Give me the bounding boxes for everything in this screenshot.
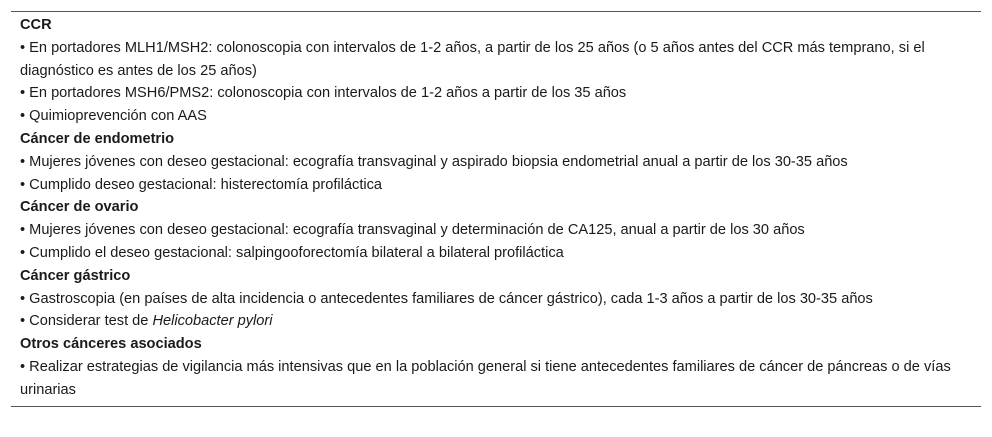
list-item: • Cumplido el deseo gestacional: salpingooforectomía bilateral a bilateral profiláctica — [20, 244, 564, 261]
list-item: • Gastroscopia (en países de alta incidencia o antecedentes familiares de cáncer gástrico), cada 1-3 años a partir de los 30-35 años — [20, 290, 873, 307]
list-item-helicobacter — [11, 310, 981, 333]
section-heading-gastrico: Cáncer gástrico — [20, 267, 131, 284]
section-heading-endometrio: Cáncer de endometrio — [20, 130, 175, 147]
list-item: • Mujeres jóvenes con deseo gestacional: ecografía transvaginal y determinación de CA125, anual a partir de los 30 años — [20, 222, 805, 239]
list-item: • Cumplido deseo gestacional: histerectomía profiláctica — [20, 176, 383, 193]
recommendations-table — [11, 11, 981, 407]
section-heading-ccr: CCR — [20, 17, 52, 33]
list-item: • En portadores MLH1/MSH2: colonoscopia con intervalos de 1-2 años, a partir de los 25 años (o 5 años antes del CCR más temprano, si el diagnóstico es antes de los 25 años) — [20, 39, 925, 79]
list-item: • Mujeres jóvenes con deseo gestacional: ecografía transvaginal y aspirado biopsia endometrial anual a partir de los 30-35 años — [20, 153, 848, 170]
list-item: • Realizar estrategias de vigilancia más intensivas que en la población general si tiene antecedentes familiares de cáncer de páncreas o de vías urinarias — [20, 358, 951, 398]
organism-name: Helicobacter pylori — [152, 313, 273, 330]
test-prefix: • Considerar test de — [20, 313, 153, 330]
list-item: • Quimioprevención con AAS — [20, 108, 207, 125]
section-heading-otros: Otros cánceres asociados — [20, 336, 202, 353]
section-heading-ovario: Cáncer de ovario — [20, 199, 139, 216]
list-item: • En portadores MSH6/PMS2: colonoscopia con intervalos de 1-2 años a partir de los 35 años — [20, 85, 627, 102]
